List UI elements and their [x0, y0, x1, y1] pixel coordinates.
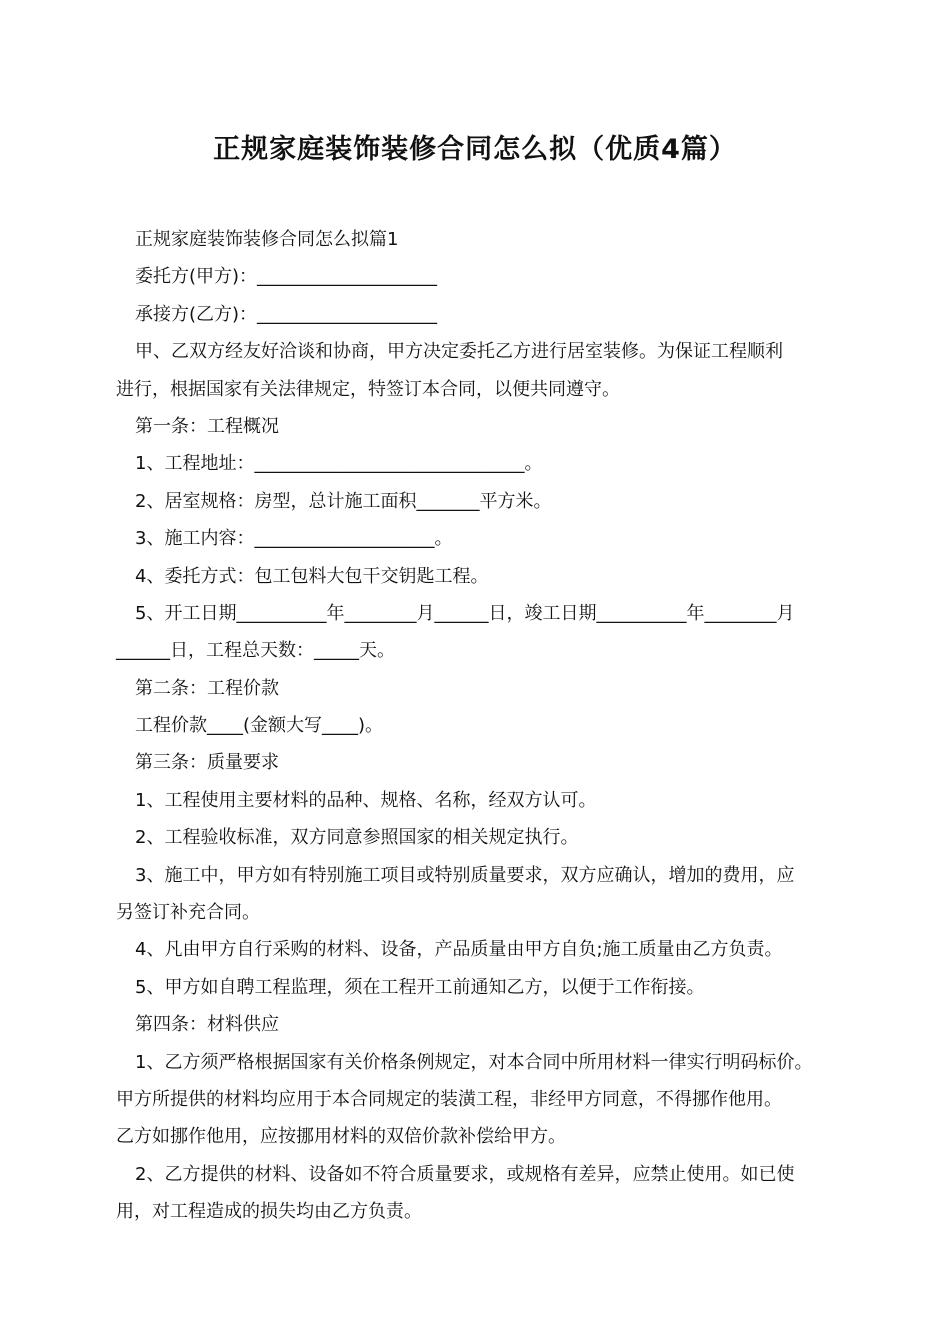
clause-line: 甲方所提供的材料均应用于本合同规定的装潢工程，非经甲方同意，不得挪作他用。 [116, 1088, 782, 1110]
article-heading: 第二条：工程价款 [135, 677, 279, 699]
paragraph-line: 进行，根据国家有关法律规定，特签订本合同，以便共同遵守。 [116, 378, 620, 400]
clause-line: 4、委托方式：包工包料大包干交钥匙工程。 [135, 565, 489, 587]
clause-line: 3、施工内容：____________________。 [135, 528, 453, 550]
document-title: 正规家庭装饰装修合同怎么拟（优质4篇） [213, 134, 737, 165]
clause-line: 2、乙方提供的材料、设备如不符合质量要求，或规格有差异，应禁止使用。如已使 [135, 1163, 795, 1185]
clause-line: 3、施工中，甲方如有特别施工项目或特别质量要求，双方应确认，增加的费用，应 [135, 864, 795, 886]
article-heading: 第四条：材料供应 [135, 1014, 279, 1036]
paragraph-line: 甲、乙双方经友好洽谈和协商，甲方决定委托乙方进行居室装修。为保证工程顺利 [135, 341, 783, 363]
clause-line: 5、甲方如自聘工程监理，须在工程开工前通知乙方，以便于工作衔接。 [135, 976, 705, 998]
clause-line: 1、乙方须严格根据国家有关价格条例规定，对本合同中所用材料一律实行明码标价。 [135, 1051, 813, 1073]
party-a-line: 委托方(甲方)：____________________ [135, 266, 438, 288]
clause-line: ______日，工程总天数：_____天。 [116, 640, 395, 662]
document-body [116, 221, 846, 1231]
clause-line: 1、工程使用主要材料的品种、规格、名称，经双方认可。 [135, 789, 597, 811]
clause-line: 2、工程验收标准，双方同意参照国家的相关规定执行。 [135, 827, 579, 849]
article-heading: 第三条：质量要求 [135, 752, 279, 774]
article-heading: 第一条：工程概况 [135, 415, 279, 437]
clause-line: 乙方如挪作他用，应按挪用材料的双倍价款补偿给甲方。 [116, 1126, 566, 1148]
section-heading: 正规家庭装饰装修合同怎么拟篇1 [135, 229, 399, 250]
clause-line: 工程价款____(金额大写____)。 [135, 715, 384, 737]
clause-line: 另签订补充合同。 [116, 902, 260, 924]
clause-line: 1、工程地址：______________________________。 [135, 453, 543, 475]
clause-line: 用，对工程造成的损失均由乙方负责。 [116, 1201, 422, 1223]
clause-line: 4、凡由甲方自行采购的材料、设备，产品质量由甲方自负;施工质量由乙方负责。 [135, 939, 783, 961]
party-b-line: 承接方(乙方)：____________________ [135, 303, 438, 325]
clause-line: 5、开工日期__________年________月______日，竣工日期__________年________月 [135, 602, 795, 624]
clause-line: 2、居室规格：房型，总计施工面积_______平方米。 [135, 490, 552, 512]
